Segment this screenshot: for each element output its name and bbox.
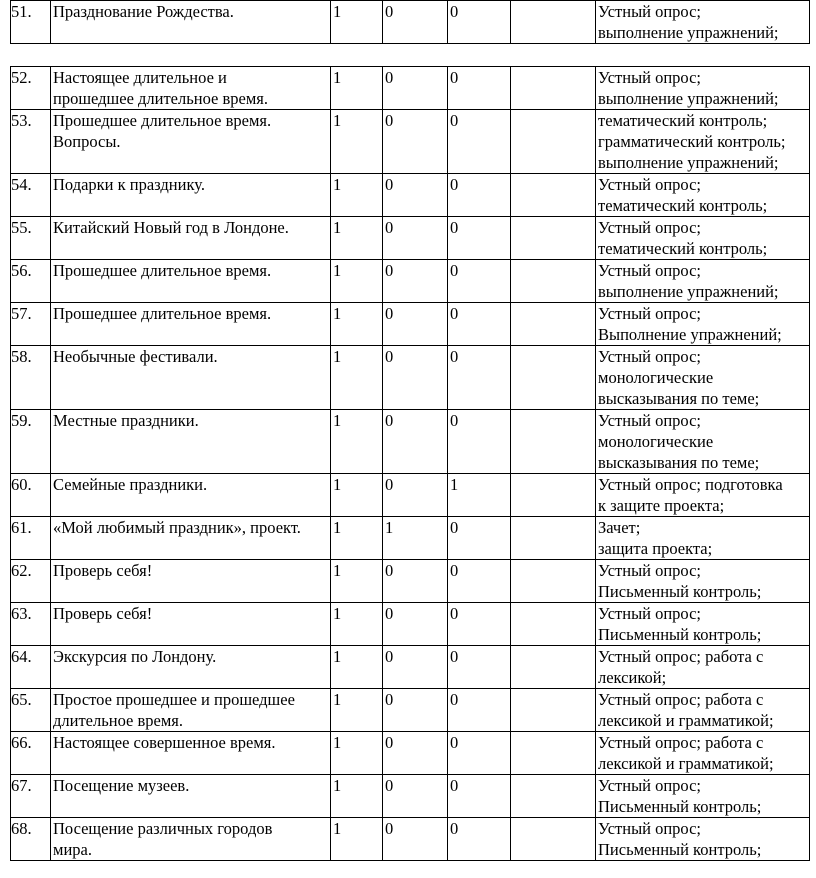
lesson-topic-line: Празднование Рождества. [53,2,234,21]
control-form-line: Устный опрос; [598,68,702,87]
lesson-topic-line: Проверь себя! [53,604,153,623]
lesson-topic [51,517,331,560]
lesson-topic [51,560,331,603]
control-form [596,775,810,818]
lesson-number: 66. [11,732,51,775]
hours-control: 0 [383,174,448,217]
lesson-number: 52. [11,67,51,110]
lesson-topic-line: прошедшее длительное время. [53,89,269,108]
control-form-line: Устный опрос; подготовка [598,475,783,494]
hours-total: 1 [331,217,383,260]
lesson-topic-line: Семейные праздники. [53,475,208,494]
hours-practice: 0 [448,1,511,44]
control-form-line: Зачет; [598,518,641,537]
control-form-line: Устный опрос; [598,411,702,430]
lesson-date [511,217,596,260]
table-row [11,346,810,410]
lesson-topic [51,410,331,474]
lesson-table-top-body [11,1,810,44]
hours-total: 1 [331,818,383,861]
lesson-topic [51,1,331,44]
hours-practice: 0 [448,303,511,346]
lesson-date [511,732,596,775]
lesson-date [511,560,596,603]
hours-practice: 0 [448,517,511,560]
hours-control: 0 [383,303,448,346]
control-form-line: лексикой и грамматикой; [598,754,774,773]
lesson-topic [51,775,331,818]
control-form [596,260,810,303]
table-row [11,303,810,346]
hours-control: 0 [383,260,448,303]
hours-practice: 0 [448,67,511,110]
hours-control: 0 [383,217,448,260]
lesson-topic [51,646,331,689]
lesson-topic-line: Местные праздники. [53,411,199,430]
lesson-topic-line: Простое прошедшее и прошедшее [53,690,295,709]
lesson-number: 60. [11,474,51,517]
control-form-line: выполнение упражнений; [598,282,779,301]
control-form [596,474,810,517]
hours-practice: 0 [448,732,511,775]
control-form [596,689,810,732]
control-form-line: Письменный контроль; [598,797,762,816]
table-row [11,410,810,474]
control-form [596,603,810,646]
lesson-number: 59. [11,410,51,474]
hours-control: 0 [383,775,448,818]
hours-total: 1 [331,260,383,303]
hours-practice: 0 [448,646,511,689]
table-row [11,260,810,303]
control-form-line: высказывания по теме; [598,453,760,472]
hours-total: 1 [331,303,383,346]
lesson-topic [51,346,331,410]
lesson-date [511,818,596,861]
control-form-line: Устный опрос; [598,261,702,280]
hours-total: 1 [331,110,383,174]
control-form [596,410,810,474]
hours-total: 1 [331,410,383,474]
lesson-date [511,346,596,410]
hours-total: 1 [331,346,383,410]
control-form-line: Устный опрос; [598,2,702,21]
lesson-topic-line: Экскурсия по Лондону. [53,647,217,666]
hours-control: 0 [383,346,448,410]
lesson-topic-line: Посещение музеев. [53,776,190,795]
control-form-line: тематический контроль; [598,239,768,258]
control-form-line: Устный опрос; [598,561,702,580]
lesson-topic-line: Необычные фестивали. [53,347,218,366]
hours-control: 0 [383,110,448,174]
lesson-date [511,67,596,110]
hours-practice: 0 [448,174,511,217]
lesson-number: 65. [11,689,51,732]
hours-control: 0 [383,410,448,474]
table-row [11,646,810,689]
lesson-number: 64. [11,646,51,689]
hours-total: 1 [331,67,383,110]
hours-total: 1 [331,560,383,603]
lesson-number: 58. [11,346,51,410]
control-form-line: тематический контроль; [598,111,768,130]
hours-total: 1 [331,174,383,217]
hours-total: 1 [331,517,383,560]
control-form-line: лексикой и грамматикой; [598,711,774,730]
control-form-line: монологические [598,368,714,387]
lesson-table-body [11,67,810,861]
control-form-line: высказывания по теме; [598,389,760,408]
hours-total: 1 [331,775,383,818]
table-row [11,67,810,110]
control-form-line: Устный опрос; работа с [598,690,764,709]
lesson-number: 63. [11,603,51,646]
lesson-topic-line: Настоящее совершенное время. [53,733,276,752]
control-form-line: Письменный контроль; [598,582,762,601]
table-row [11,1,810,44]
control-form [596,346,810,410]
control-form-line: Устный опрос; [598,175,702,194]
control-form-line: Устный опрос; [598,819,702,838]
control-form [596,217,810,260]
lesson-number: 61. [11,517,51,560]
control-form [596,517,810,560]
hours-practice: 0 [448,560,511,603]
lesson-topic [51,174,331,217]
lesson-number: 55. [11,217,51,260]
lesson-date [511,1,596,44]
table-row [11,474,810,517]
lesson-topic [51,260,331,303]
lesson-topic-line: Подарки к празднику. [53,175,205,194]
lesson-number: 57. [11,303,51,346]
lesson-topic-line: Прошедшее длительное время. [53,111,272,130]
lesson-topic-line: Китайский Новый год в Лондоне. [53,218,289,237]
hours-practice: 0 [448,260,511,303]
lesson-date [511,260,596,303]
table-row [11,603,810,646]
control-form-line: Выполнение упражнений; [598,325,782,344]
lesson-topic [51,303,331,346]
control-form-line: защита проекта; [598,539,713,558]
hours-practice: 0 [448,775,511,818]
lesson-number: 56. [11,260,51,303]
control-form [596,646,810,689]
table-row [11,217,810,260]
hours-control: 0 [383,1,448,44]
lesson-topic [51,217,331,260]
hours-total: 1 [331,1,383,44]
control-form-line: Устный опрос; [598,218,702,237]
control-form [596,1,810,44]
control-form [596,560,810,603]
hours-practice: 0 [448,689,511,732]
control-form-line: Устный опрос; работа с [598,733,764,752]
hours-practice: 0 [448,603,511,646]
control-form-line: Устный опрос; работа с [598,647,764,666]
table-row [11,110,810,174]
control-form-line: грамматический контроль; [598,132,786,151]
hours-total: 1 [331,689,383,732]
lesson-number: 54. [11,174,51,217]
lesson-date [511,517,596,560]
lesson-topic-line: Вопросы. [53,132,121,151]
lesson-date [511,174,596,217]
lesson-topic-line: Прошедшее длительное время. [53,304,272,323]
lesson-date [511,689,596,732]
hours-control: 0 [383,732,448,775]
control-form-line: тематический контроль; [598,196,768,215]
control-form-line: лексикой; [598,668,667,687]
lesson-topic-line: Проверь себя! [53,561,153,580]
lesson-topic [51,818,331,861]
hours-control: 0 [383,689,448,732]
table-row [11,517,810,560]
lesson-topic [51,732,331,775]
lesson-number: 67. [11,775,51,818]
lesson-date [511,603,596,646]
hours-practice: 0 [448,110,511,174]
control-form [596,303,810,346]
control-form [596,818,810,861]
lesson-topic-line: Посещение различных городов [53,819,273,838]
hours-total: 1 [331,732,383,775]
lesson-topic [51,603,331,646]
hours-control: 1 [383,517,448,560]
control-form-line: выполнение упражнений; [598,153,779,172]
control-form [596,732,810,775]
control-form-line: Устный опрос; [598,304,702,323]
hours-practice: 0 [448,217,511,260]
lesson-topic [51,689,331,732]
control-form-line: Устный опрос; [598,604,702,623]
hours-practice: 1 [448,474,511,517]
hours-control: 0 [383,646,448,689]
hours-total: 1 [331,603,383,646]
control-form-line: Письменный контроль; [598,840,762,859]
hours-control: 0 [383,560,448,603]
control-form-line: монологические [598,432,714,451]
hours-practice: 0 [448,410,511,474]
lesson-table-top [10,0,810,44]
control-form [596,174,810,217]
lesson-topic [51,110,331,174]
hours-control: 0 [383,67,448,110]
control-form-line: к защите проекта; [598,496,725,515]
hours-practice: 0 [448,346,511,410]
control-form [596,67,810,110]
lesson-date [511,110,596,174]
control-form-line: Письменный контроль; [598,625,762,644]
lesson-table [10,66,810,861]
lesson-topic-line: длительное время. [53,711,184,730]
lesson-topic-line: «Мой любимый праздник», проект. [53,518,301,537]
table-row [11,775,810,818]
hours-total: 1 [331,474,383,517]
lesson-date [511,646,596,689]
table-row [11,689,810,732]
table-row [11,732,810,775]
hours-practice: 0 [448,818,511,861]
table-row [11,818,810,861]
lesson-topic-line: Настоящее длительное и [53,68,227,87]
lesson-number: 53. [11,110,51,174]
lesson-date [511,410,596,474]
hours-control: 0 [383,603,448,646]
hours-control: 0 [383,818,448,861]
control-form-line: Устный опрос; [598,347,702,366]
lesson-date [511,303,596,346]
control-form [596,110,810,174]
table-row [11,560,810,603]
lesson-date [511,775,596,818]
control-form-line: выполнение упражнений; [598,89,779,108]
control-form-line: выполнение упражнений; [598,23,779,42]
control-form-line: Устный опрос; [598,776,702,795]
lesson-topic-line: мира. [53,840,92,859]
lesson-number: 51. [11,1,51,44]
table-row [11,174,810,217]
lesson-number: 62. [11,560,51,603]
hours-total: 1 [331,646,383,689]
hours-control: 0 [383,474,448,517]
lesson-topic [51,474,331,517]
lesson-topic-line: Прошедшее длительное время. [53,261,272,280]
lesson-date [511,474,596,517]
lesson-number: 68. [11,818,51,861]
lesson-topic [51,67,331,110]
